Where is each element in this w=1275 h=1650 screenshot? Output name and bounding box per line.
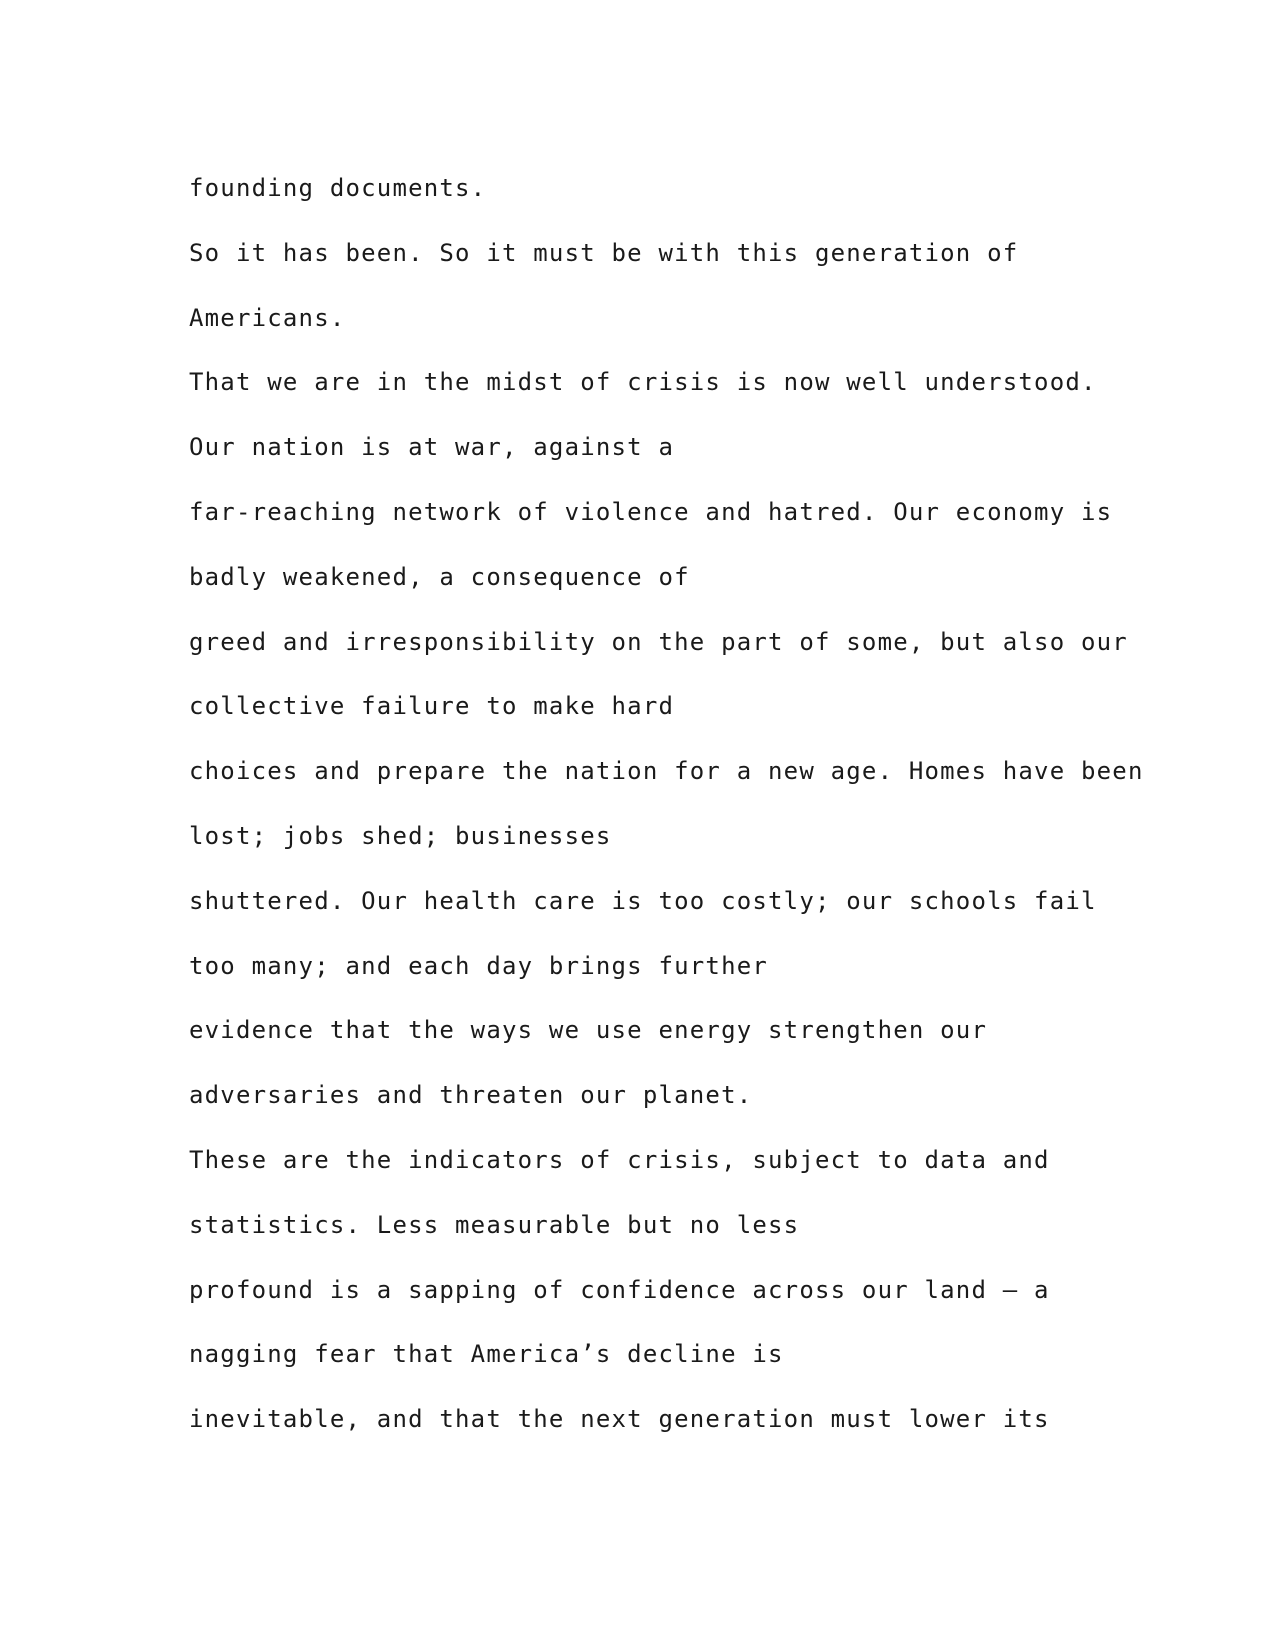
- text-line: profound is a sapping of confidence across our land – a: [189, 1275, 1050, 1304]
- text-line: evidence that the ways we use energy strengthen our: [189, 1016, 988, 1045]
- text-line: collective failure to make hard: [189, 692, 675, 721]
- text-line: Americans.: [189, 303, 346, 332]
- text-line: nagging fear that America’s decline is: [189, 1340, 784, 1369]
- text-line: shuttered. Our health care is too costly; our schools fail: [189, 886, 1097, 915]
- text-line: founding documents.: [189, 174, 487, 202]
- document-body: [189, 164, 1189, 1460]
- text-line: lost; jobs shed; businesses: [189, 821, 612, 850]
- text-line: That we are in the midst of crisis is now well understood.: [189, 368, 1097, 397]
- text-line: Our nation is at war, against a: [189, 433, 675, 462]
- text-line: far-reaching network of violence and hatred. Our economy is: [189, 497, 1113, 526]
- text-line: inevitable, and that the next generation must lower its: [189, 1405, 1050, 1434]
- text-line: statistics. Less measurable but no less: [189, 1210, 800, 1239]
- text-line: too many; and each day brings further: [189, 951, 769, 980]
- text-line: greed and irresponsibility on the part of some, but also our: [189, 627, 1128, 656]
- text-line: adversaries and threaten our planet.: [189, 1081, 753, 1110]
- text-line: badly weakened, a consequence of: [189, 562, 690, 591]
- text-line: choices and prepare the nation for a new age. Homes have been: [189, 757, 1144, 786]
- text-line: So it has been. So it must be with this generation of: [189, 238, 1019, 267]
- text-line: These are the indicators of crisis, subject to data and: [189, 1145, 1050, 1174]
